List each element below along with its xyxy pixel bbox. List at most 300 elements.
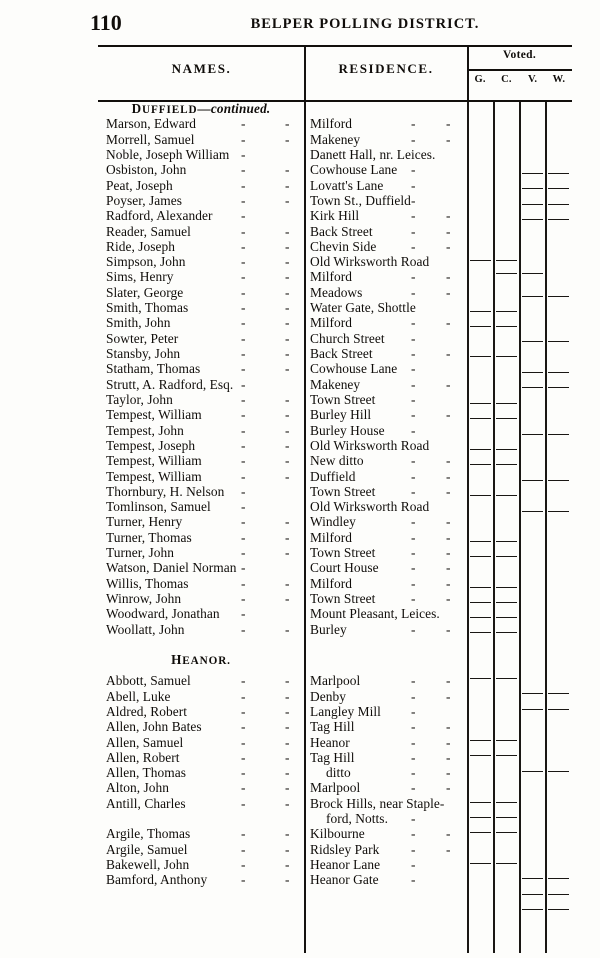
elector-residence: Heanor Lane (310, 857, 381, 872)
elector-residence: Heanor Gate (310, 872, 379, 888)
name-leader-dash: - (285, 192, 290, 208)
name-leader-dash: - (241, 391, 246, 407)
elector-residence: Tag Hill (310, 749, 355, 765)
residence-leader-dash: - (411, 315, 416, 331)
table-row[interactable] (98, 751, 572, 766)
table-row[interactable] (98, 515, 572, 530)
name-leader-dash: - (241, 483, 246, 499)
voted-tick-mark (548, 709, 569, 710)
residence-leader-dash: - (411, 376, 416, 392)
voted-tick-mark (470, 678, 491, 679)
voted-tick-mark (496, 403, 517, 404)
voted-tick-mark (470, 495, 491, 496)
voted-tick-mark (496, 273, 517, 274)
name-leader-dash: - (241, 269, 246, 285)
table-row[interactable] (98, 873, 572, 888)
elector-name: Tempest, William (106, 453, 202, 469)
voted-tick-mark (522, 771, 543, 772)
name-leader-dash: - (241, 468, 246, 484)
elector-name: Marson, Edward (106, 116, 196, 132)
table-row[interactable] (98, 286, 572, 301)
voted-tick-mark (470, 740, 491, 741)
voted-tick-mark (522, 387, 543, 388)
name-leader-dash: - (285, 795, 290, 811)
table-row[interactable] (98, 194, 572, 209)
elector-name: Strutt, A. Radford, Esq. (106, 376, 234, 392)
residence-leader-dash: - (411, 857, 416, 872)
table-row[interactable] (98, 393, 572, 408)
table-row[interactable] (98, 133, 572, 148)
table-row[interactable] (98, 561, 572, 576)
name-leader-dash: - (285, 545, 290, 561)
voted-tick-mark (496, 464, 517, 465)
elector-name: Statham, Thomas (106, 361, 201, 377)
voted-tick-mark (496, 326, 517, 327)
table-row[interactable] (98, 255, 572, 270)
voted-tick-mark (470, 311, 491, 312)
name-leader-dash: - (241, 131, 246, 147)
table-row[interactable] (98, 690, 572, 705)
table-row[interactable] (98, 827, 572, 842)
table-row[interactable] (98, 607, 572, 622)
residence-leader-dash: - (446, 208, 451, 224)
name-leader-dash: - (241, 254, 246, 270)
table-row[interactable] (98, 439, 572, 454)
elector-name: Abbott, Samuel (106, 673, 191, 689)
name-leader-dash: - (241, 162, 246, 178)
table-row[interactable] (98, 500, 572, 515)
name-leader-dash: - (285, 780, 290, 796)
voted-tick-mark (496, 556, 517, 557)
elector-name: Bakewell, John (106, 857, 190, 872)
voted-tick-mark (496, 602, 517, 603)
voted-tick-mark (496, 802, 517, 803)
elector-residence: Old Wirksworth Road (310, 254, 430, 270)
section-heading-label: HEANOR. (171, 652, 231, 668)
residence-leader-dash: - (411, 749, 416, 765)
table-row[interactable] (98, 858, 572, 873)
name-leader-dash: - (241, 284, 246, 300)
name-leader-dash: - (285, 765, 290, 781)
elector-name: Stansby, John (106, 346, 181, 361)
name-leader-dash: - (285, 841, 290, 857)
name-leader-dash: - (285, 330, 290, 346)
table-row[interactable] (98, 117, 572, 132)
residence-leader-dash: - (446, 545, 451, 561)
elector-residence: Court House (310, 560, 379, 576)
residence-leader-dash: - (411, 483, 416, 499)
residence-leader-dash: - (411, 872, 416, 888)
page-number: 110 (90, 10, 122, 35)
running-title: BELPER POLLING DISTRICT. (250, 16, 480, 32)
residence-leader-dash: - (411, 621, 416, 637)
name-leader-dash: - (241, 499, 246, 515)
name-leader-dash: - (241, 453, 246, 469)
name-leader-dash: - (241, 192, 246, 208)
name-leader-dash: - (241, 330, 246, 346)
name-leader-dash: - (285, 591, 290, 606)
elector-residence: Old Wirksworth Road (310, 499, 430, 515)
name-leader-dash: - (241, 529, 246, 545)
table-row[interactable] (98, 454, 572, 469)
residence-leader-dash: - (446, 238, 451, 254)
voted-tick-mark (470, 556, 491, 557)
table-row[interactable] (98, 531, 572, 546)
table-row[interactable] (98, 470, 572, 485)
elector-name: Tempest, Joseph (106, 437, 196, 453)
name-leader-dash: - (285, 529, 290, 545)
table-row[interactable] (98, 546, 572, 561)
residence-leader-dash: - (446, 749, 451, 765)
voted-tick-mark (496, 740, 517, 741)
name-leader-dash: - (241, 223, 246, 239)
elector-name: Turner, Henry (106, 514, 183, 530)
elector-residence: Back Street (310, 346, 373, 361)
table-row[interactable] (98, 240, 572, 255)
name-leader-dash: - (285, 346, 290, 361)
table-row[interactable] (98, 674, 572, 689)
elector-name: Tempest, William (106, 468, 202, 484)
voted-tick-mark (522, 188, 543, 189)
residence-leader-dash: - (411, 407, 416, 423)
elector-residence: Old Wirksworth Road (310, 437, 430, 453)
elector-residence: Makeney (310, 376, 361, 392)
name-leader-dash: - (285, 162, 290, 178)
name-leader-dash: - (285, 284, 290, 300)
name-leader-dash: - (241, 780, 246, 796)
voted-tick-mark (522, 878, 543, 879)
elector-residence: Burley (310, 621, 347, 637)
elector-residence: Meadows (310, 284, 363, 300)
name-leader-dash: - (285, 300, 290, 316)
name-leader-dash: - (241, 749, 246, 765)
voted-tick-mark (496, 617, 517, 618)
elector-residence: Marlpool (310, 673, 361, 689)
residence-leader-dash: - (411, 284, 416, 300)
residence-leader-dash: - (446, 826, 451, 842)
name-leader-dash: - (285, 826, 290, 842)
residence-leader-dash: - (411, 841, 416, 857)
residence-leader-dash: - (411, 545, 416, 561)
voted-tick-mark (548, 204, 569, 205)
voted-tick-mark (548, 909, 569, 910)
elector-residence: Kilbourne (310, 826, 365, 842)
elector-residence: Lovatt's Lane (310, 177, 384, 193)
elector-residence: Town Street (310, 545, 376, 561)
elector-name: Winrow, John (106, 591, 182, 606)
running-head (0, 10, 600, 40)
voted-tick-mark (522, 173, 543, 174)
residence-leader-dash: - (446, 591, 451, 606)
table-row[interactable] (98, 843, 572, 858)
residence-leader-dash: - (446, 621, 451, 637)
name-leader-dash: - (241, 621, 246, 637)
name-leader-dash: - (285, 514, 290, 530)
voted-tick-mark (548, 296, 569, 297)
residence-leader-dash: - (446, 269, 451, 285)
name-leader-dash: - (241, 703, 246, 719)
residence-leader-dash: - (411, 391, 416, 407)
name-leader-dash: - (285, 422, 290, 438)
elector-residence: Milford (310, 269, 353, 285)
elector-name: Thornbury, H. Nelson (106, 483, 225, 499)
elector-residence: ditto (326, 765, 351, 781)
table-row[interactable] (98, 766, 572, 781)
elector-residence: Danett Hall, nr. Leices. (310, 146, 436, 162)
voted-tick-mark (496, 755, 517, 756)
table-row[interactable] (98, 347, 572, 362)
residence-leader-dash: - (446, 529, 451, 545)
voted-subcolumn-headers (467, 74, 572, 85)
name-leader-dash: - (285, 223, 290, 239)
elector-name: Watson, Daniel Norman (106, 560, 237, 576)
table-row[interactable] (98, 705, 572, 720)
elector-residence: Town St., Duffield (310, 192, 411, 208)
elector-name: Allen, Thomas (106, 765, 186, 781)
residence-leader-dash: - (411, 719, 416, 735)
name-leader-dash: - (241, 422, 246, 438)
elector-name: Taylor, John (106, 391, 173, 407)
residence-leader-dash: - (411, 453, 416, 469)
voted-tick-mark (496, 678, 517, 679)
name-leader-dash: - (285, 315, 290, 331)
residence-leader-dash: - (446, 688, 451, 704)
voted-subheader-g: G. (474, 74, 486, 85)
residence-leader-dash: - (411, 422, 416, 438)
voted-tick-mark (470, 817, 491, 818)
table-row[interactable] (98, 225, 572, 240)
residence-leader-dash: - (411, 177, 416, 193)
voted-tick-mark (470, 403, 491, 404)
voted-tick-mark (496, 260, 517, 261)
name-leader-dash: - (241, 208, 246, 224)
name-leader-dash: - (241, 606, 246, 622)
residence-leader-dash: - (411, 468, 416, 484)
voted-tick-mark (548, 693, 569, 694)
table-row[interactable] (98, 408, 572, 423)
residence-leader-dash: - (446, 765, 451, 781)
name-leader-dash: - (285, 177, 290, 193)
voted-tick-mark (548, 173, 569, 174)
name-leader-dash: - (285, 703, 290, 719)
voted-tick-mark (522, 341, 543, 342)
elector-residence: Kirk Hill (310, 208, 360, 224)
voted-tick-mark (470, 356, 491, 357)
name-leader-dash: - (241, 795, 246, 811)
residence-leader-dash: - (446, 734, 451, 750)
elector-name: Antill, Charles (106, 795, 186, 811)
elector-name: Smith, Thomas (106, 300, 189, 316)
voted-subheader-w: W. (552, 74, 566, 85)
voted-tick-mark (548, 372, 569, 373)
name-leader-dash: - (241, 719, 246, 735)
elector-residence: Cowhouse Lane (310, 162, 398, 178)
elector-name: Allen, John Bates (106, 719, 202, 735)
residence-leader-dash: - (411, 673, 416, 689)
elector-residence: Makeney (310, 131, 361, 147)
residence-leader-dash: - (411, 811, 416, 827)
elector-residence: Windley (310, 514, 356, 530)
section-heading-label: DUFFIELD—continued. (131, 101, 271, 116)
elector-residence: Heanor (310, 734, 350, 750)
table-row[interactable] (98, 148, 572, 163)
name-leader-dash: - (285, 857, 290, 872)
table-row[interactable] (98, 577, 572, 592)
voted-tick-mark (470, 755, 491, 756)
table-row[interactable] (98, 485, 572, 500)
table-row[interactable] (98, 179, 572, 194)
voted-tick-mark (522, 219, 543, 220)
table-row[interactable] (98, 209, 572, 224)
elector-residence: Marlpool (310, 780, 361, 796)
voted-tick-mark (522, 296, 543, 297)
residence-leader-dash: - (446, 453, 451, 469)
voted-tick-mark (470, 541, 491, 542)
elector-name: Willis, Thomas (106, 575, 189, 591)
elector-residence: Ridsley Park (310, 841, 380, 857)
voted-tick-mark (522, 273, 543, 274)
elector-name: Aldred, Robert (106, 703, 188, 719)
residence-leader-dash: - (411, 361, 416, 377)
column-header-voted: Voted. (502, 49, 536, 61)
voted-tick-mark (548, 480, 569, 481)
voted-tick-mark (470, 587, 491, 588)
name-leader-dash: - (285, 872, 290, 888)
name-leader-dash: - (241, 361, 246, 377)
voted-tick-mark (522, 434, 543, 435)
elector-residence: Denby (310, 688, 346, 704)
elector-residence: Back Street (310, 223, 373, 239)
table-row[interactable] (98, 332, 572, 347)
voted-tick-mark (548, 771, 569, 772)
elector-name: Smith, John (106, 315, 171, 331)
voted-tick-mark (470, 602, 491, 603)
name-leader-dash: - (241, 177, 246, 193)
residence-leader-dash: - (446, 284, 451, 300)
table-row[interactable] (98, 797, 572, 812)
residence-leader-dash: - (446, 575, 451, 591)
elector-residence: Town Street (310, 391, 376, 407)
voted-tick-mark (548, 387, 569, 388)
voted-tick-mark (548, 219, 569, 220)
name-leader-dash: - (285, 437, 290, 453)
residence-leader-dash: - (411, 560, 416, 576)
elector-residence: Milford (310, 116, 353, 132)
table-row[interactable] (98, 812, 572, 827)
elector-name: Argile, Samuel (106, 841, 188, 857)
elector-residence: Tag Hill (310, 719, 355, 735)
table-row[interactable] (98, 592, 572, 607)
table-row[interactable] (98, 316, 572, 331)
name-leader-dash: - (241, 872, 246, 888)
name-leader-dash: - (285, 621, 290, 637)
elector-name: Argile, Thomas (106, 826, 191, 842)
column-header-names: NAMES. (171, 61, 232, 76)
name-leader-dash: - (285, 719, 290, 735)
name-leader-dash: - (285, 116, 290, 132)
elector-name: Tempest, William (106, 407, 202, 423)
voted-tick-mark (522, 511, 543, 512)
residence-leader-dash: - (411, 826, 416, 842)
name-leader-dash: - (241, 575, 246, 591)
section-heading-heanor (98, 653, 572, 674)
voted-tick-mark (522, 480, 543, 481)
table-row[interactable] (98, 301, 572, 316)
name-leader-dash: - (241, 545, 246, 561)
elector-name: Abell, Luke (106, 688, 171, 704)
name-leader-dash: - (285, 688, 290, 704)
elector-residence: Milford (310, 529, 353, 545)
table-row[interactable] (98, 362, 572, 377)
residence-leader-dash: - (446, 376, 451, 392)
voted-tick-mark (548, 511, 569, 512)
name-leader-dash: - (241, 346, 246, 361)
elector-name: Ride, Joseph (106, 238, 176, 254)
name-leader-dash: - (285, 254, 290, 270)
voted-tick-mark (470, 418, 491, 419)
residence-leader-dash: - (411, 223, 416, 239)
voted-tick-mark (470, 832, 491, 833)
name-leader-dash: - (241, 376, 246, 392)
residence-leader-dash: - (411, 514, 416, 530)
voted-tick-mark (470, 326, 491, 327)
residence-leader-dash: - (446, 131, 451, 147)
voted-tick-mark (470, 449, 491, 450)
voted-tick-mark (496, 311, 517, 312)
voted-tick-mark (522, 909, 543, 910)
table-row[interactable] (98, 736, 572, 751)
voted-tick-mark (522, 894, 543, 895)
name-leader-dash: - (285, 407, 290, 423)
column-header-residence: RESIDENCE. (338, 61, 434, 76)
elector-name: Radford, Alexander (106, 208, 213, 224)
voted-tick-mark (470, 863, 491, 864)
name-leader-dash: - (285, 575, 290, 591)
voted-tick-mark (496, 632, 517, 633)
residence-leader-dash: - (411, 529, 416, 545)
elector-name: Reader, Samuel (106, 223, 191, 239)
name-leader-dash: - (241, 437, 246, 453)
name-leader-dash: - (285, 391, 290, 407)
elector-residence: Town Street (310, 483, 376, 499)
elector-residence: Mount Pleasant, Leices. (310, 606, 440, 622)
voted-tick-mark (522, 709, 543, 710)
section-spacer (98, 638, 572, 653)
elector-residence: ford, Notts. (326, 811, 388, 827)
table-row[interactable] (98, 720, 572, 735)
table-row[interactable] (98, 781, 572, 796)
name-leader-dash: - (285, 361, 290, 377)
elector-name: Turner, Thomas (106, 529, 192, 545)
elector-residence: Burley House (310, 422, 385, 438)
name-leader-dash: - (285, 131, 290, 147)
residence-leader-dash: - (411, 703, 416, 719)
voted-tick-mark (496, 449, 517, 450)
elector-residence: Cowhouse Lane (310, 361, 398, 377)
residence-leader-dash: - (446, 560, 451, 576)
table-row[interactable] (98, 424, 572, 439)
voted-header-rule (469, 69, 572, 71)
residence-leader-dash: - (411, 330, 416, 346)
residence-leader-dash: - (446, 407, 451, 423)
elector-name: Alton, John (106, 780, 170, 796)
name-leader-dash: - (241, 146, 246, 162)
voted-tick-mark (470, 260, 491, 261)
name-leader-dash: - (285, 734, 290, 750)
table-row[interactable] (98, 378, 572, 393)
table-row[interactable] (98, 623, 572, 638)
table-row[interactable] (98, 163, 572, 178)
